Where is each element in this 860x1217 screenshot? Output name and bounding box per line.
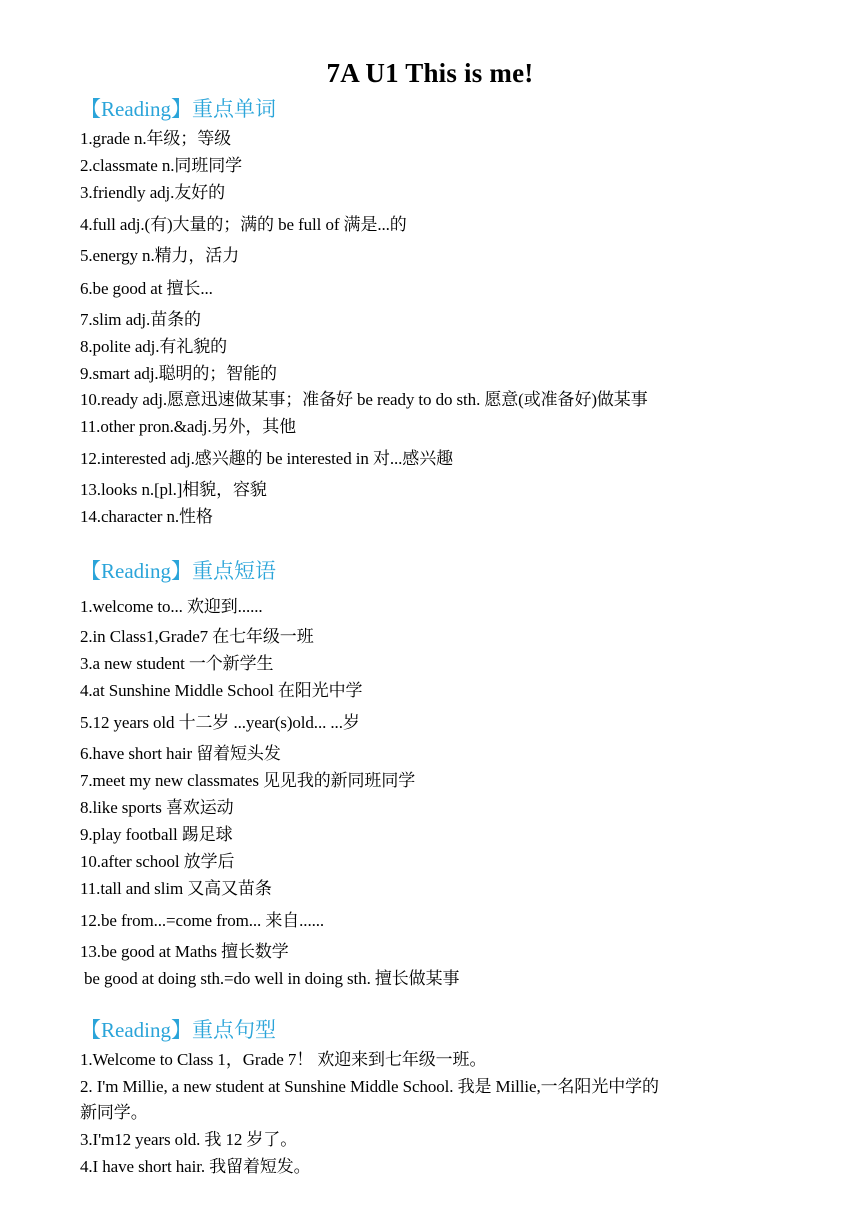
section-heading-sentences: 【Reading】重点句型 <box>80 1018 276 1042</box>
sentence-line-2-cont: 新同学。 <box>80 1103 148 1122</box>
vocab-line-3: 3.friendly adj.友好的 <box>80 183 226 202</box>
phrase-line-10: 10.after school 放学后 <box>80 852 235 871</box>
phrase-line-7: 7.meet my new classmates 见见我的新同班同学 <box>80 771 416 790</box>
sentence-line-4: 4.I have short hair. 我留着短发。 <box>80 1157 311 1176</box>
phrase-line-11: 11.tall and slim 又高又苗条 <box>80 879 272 898</box>
vocab-line-10: 10.ready adj.愿意迅速做某事；准备好 be ready to do sth. 愿意(或准备好)做某事 <box>80 390 648 409</box>
phrase-line-6: 6.have short hair 留着短头发 <box>80 744 281 763</box>
phrase-line-9: 9.play football 踢足球 <box>80 825 233 844</box>
phrase-line-8: 8.like sports 喜欢运动 <box>80 798 234 817</box>
sentence-line-3: 3.I'm12 years old. 我 12 岁了。 <box>80 1130 298 1149</box>
vocab-line-1: 1.grade n.年级；等级 <box>80 129 232 148</box>
section-heading-vocabulary: 【Reading】重点单词 <box>80 97 276 121</box>
vocab-line-12: 12.interested adj.感兴趣的 be interested in 对...感兴趣 <box>80 449 454 468</box>
vocab-line-4: 4.full adj.(有)大量的；满的 be full of 满是...的 <box>80 215 407 234</box>
phrase-line-1: 1.welcome to... 欢迎到...... <box>80 597 263 616</box>
phrase-line-12: 12.be from...=come from... 来自...... <box>80 911 325 930</box>
document-title: 7A U1 This is me! <box>326 58 534 88</box>
vocab-line-5: 5.energy n.精力，活力 <box>80 246 240 265</box>
vocab-line-11: 11.other pron.&adj.另外，其他 <box>80 417 297 436</box>
vocab-line-9: 9.smart adj.聪明的；智能的 <box>80 364 277 383</box>
vocab-line-14: 14.character n.性格 <box>80 507 213 526</box>
vocab-line-8: 8.polite adj.有礼貌的 <box>80 337 228 356</box>
phrase-line-4: 4.at Sunshine Middle School 在阳光中学 <box>80 681 363 700</box>
section-heading-phrases: 【Reading】重点短语 <box>80 559 276 583</box>
phrase-line-5: 5.12 years old 十二岁 ...year(s)old... ...岁 <box>80 713 360 732</box>
phrase-line-2: 2.in Class1,Grade7 在七年级一班 <box>80 627 314 646</box>
vocab-line-13: 13.looks n.[pl.]相貌，容貌 <box>80 480 267 499</box>
phrase-line-13: 13.be good at Maths 擅长数学 <box>80 942 289 961</box>
phrase-line-3: 3.a new student 一个新学生 <box>80 654 274 673</box>
vocab-line-6: 6.be good at 擅长... <box>80 279 213 298</box>
sentence-line-2: 2. I'm Millie, a new student at Sunshine Middle School. 我是 Millie,一名阳光中学的 <box>80 1077 659 1096</box>
vocab-line-7: 7.slim adj.苗条的 <box>80 310 201 329</box>
sentence-line-1: 1.Welcome to Class 1，Grade 7！ 欢迎来到七年级一班。 <box>80 1050 487 1069</box>
phrase-line-13-note: be good at doing sth.=do well in doing sth. 擅长做某事 <box>84 969 460 988</box>
vocab-line-2: 2.classmate n.同班同学 <box>80 156 243 175</box>
